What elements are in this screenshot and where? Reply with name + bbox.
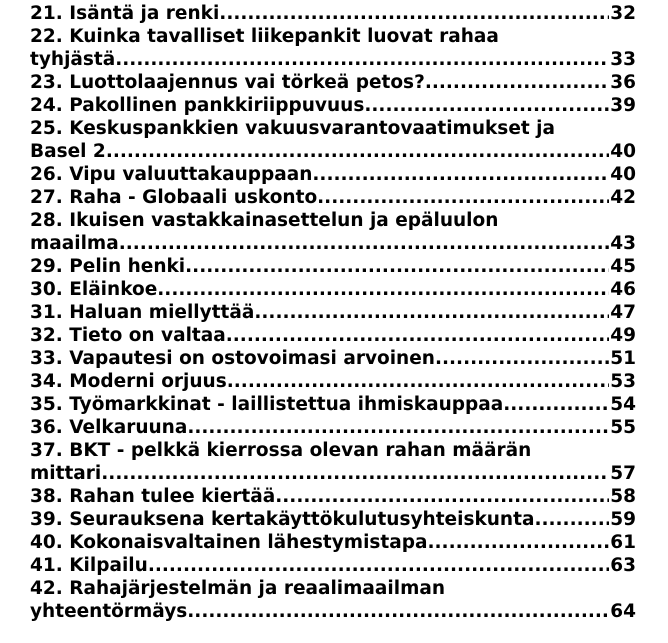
toc-dot-leader [115, 48, 609, 71]
toc-entry-last-line [30, 393, 636, 416]
toc-page-number: 36 [610, 72, 636, 93]
toc-dot-leader [148, 554, 609, 577]
toc-entry[interactable] [30, 278, 636, 301]
toc-dot-leader [187, 600, 609, 623]
toc-entry-last-line [30, 232, 636, 255]
toc-page-number: 40 [610, 141, 636, 162]
toc-entry-last-line [30, 163, 636, 186]
toc-entry-title: 26. Vipu valuuttakauppaan [30, 164, 313, 185]
toc-page-number: 39 [610, 95, 636, 116]
toc-entry-title: mittari [30, 463, 102, 484]
toc-entry-title: 30. Eläinkoe [30, 279, 158, 300]
toc-page-number: 63 [610, 555, 636, 576]
toc-dot-leader [275, 485, 609, 508]
toc-entry-last-line [30, 370, 636, 393]
toc-entry-title: 40. Kokonaisvaltainen lähestymistapa [30, 532, 428, 553]
toc-entry[interactable] [30, 324, 636, 347]
toc-entry-last-line [30, 48, 636, 71]
toc-entry-title: 35. Työmarkkinat - laillistettua ihmiskauppaa [30, 394, 504, 415]
toc-page-number: 57 [610, 463, 636, 484]
toc-entry-title: 23. Luottolaajennus vai törkeä petos? [30, 72, 425, 93]
toc-entry[interactable] [30, 71, 636, 94]
toc-entry-title: 33. Vapautesi on ostovoimasi arvoinen [30, 348, 435, 369]
toc-entry-line [30, 209, 636, 232]
toc-entry[interactable] [30, 485, 636, 508]
toc-dot-leader [534, 508, 609, 531]
toc-entry-last-line [30, 140, 636, 163]
toc-entry-title: 38. Rahan tulee kiertää [30, 486, 276, 507]
toc-entry-title: 27. Raha - Globaali uskonto [30, 187, 318, 208]
toc-entry[interactable] [30, 554, 636, 577]
toc-page-number: 58 [610, 486, 636, 507]
toc-page-number: 42 [610, 187, 636, 208]
toc-entry-title: 29. Pelin henki [30, 256, 186, 277]
toc-dot-leader [185, 255, 609, 278]
toc-dot-leader [317, 186, 609, 209]
toc-entry-last-line [30, 324, 636, 347]
toc-entry-title: 41. Kilpailu [30, 555, 148, 576]
toc-entry[interactable] [30, 186, 636, 209]
toc-entry-title: 34. Moderni orjuus [30, 371, 227, 392]
toc-entry[interactable] [30, 393, 636, 416]
toc-entry-last-line [30, 186, 636, 209]
toc-entry-title: yhteentörmäys [30, 601, 188, 622]
toc-dot-leader [364, 94, 609, 117]
toc-dot-leader [187, 416, 609, 439]
toc-entry-last-line [30, 2, 636, 25]
toc-entry[interactable] [30, 2, 636, 25]
toc-page-number: 46 [610, 279, 636, 300]
toc-entry[interactable] [30, 163, 636, 186]
toc-entry[interactable] [30, 301, 636, 324]
toc-entry-last-line [30, 416, 636, 439]
toc-entry[interactable] [30, 416, 636, 439]
toc-dot-leader [101, 462, 609, 485]
toc-entry-title: 28. Ikuisen vastakkainasettelun ja epäluulon [30, 210, 499, 231]
toc-dot-leader [425, 71, 609, 94]
toc-entry[interactable] [30, 255, 636, 278]
toc-entry-title: 31. Haluan miellyttää [30, 302, 255, 323]
toc-page-number: 51 [610, 348, 636, 369]
toc-entry[interactable] [30, 508, 636, 531]
toc-page-number: 64 [610, 601, 636, 622]
toc-entry-last-line [30, 347, 636, 370]
toc-entry-title: maailma [30, 233, 119, 254]
toc-entry-last-line [30, 485, 636, 508]
toc-entry-title: 37. BKT - pelkkä kierrossa olevan rahan määrän [30, 440, 532, 461]
toc-entry-line [30, 439, 636, 462]
toc-entry-line [30, 117, 636, 140]
toc-entry-last-line [30, 301, 636, 324]
toc-page-number: 33 [610, 49, 636, 70]
toc-dot-leader [226, 324, 610, 347]
toc-dot-leader [427, 531, 609, 554]
toc-entry-title: 24. Pakollinen pankkiriippuvuus [30, 95, 365, 116]
toc-entry-title: 32. Tieto on valtaa [30, 325, 226, 346]
toc-entry-last-line [30, 278, 636, 301]
toc-dot-leader [227, 370, 610, 393]
table-of-contents [30, 2, 636, 623]
toc-entry[interactable] [30, 117, 636, 163]
toc-dot-leader [219, 2, 609, 25]
toc-entry[interactable] [30, 25, 636, 71]
toc-entry-last-line [30, 462, 636, 485]
toc-dot-leader [503, 393, 609, 416]
toc-entry[interactable] [30, 439, 636, 485]
toc-entry-title: 42. Rahajärjestelmän ja reaalimaailman [30, 578, 445, 599]
toc-dot-leader [157, 278, 609, 301]
toc-page-number: 54 [610, 394, 636, 415]
toc-entry-title: 21. Isäntä ja renki [30, 3, 220, 24]
toc-entry-line [30, 25, 636, 48]
toc-dot-leader [119, 232, 610, 255]
toc-entry-title: 22. Kuinka tavalliset liikepankit luovat rahaa [30, 26, 499, 47]
toc-page-number: 32 [610, 3, 636, 24]
toc-entry-last-line [30, 554, 636, 577]
toc-dot-leader [254, 301, 609, 324]
toc-entry-last-line [30, 71, 636, 94]
toc-page-number: 55 [610, 417, 636, 438]
toc-entry[interactable] [30, 209, 636, 255]
toc-page-number: 45 [610, 256, 636, 277]
toc-dot-leader [435, 347, 609, 370]
toc-entry-title: 39. Seurauksena kertakäyttökulutusyhteiskunta [30, 509, 535, 530]
toc-entry[interactable] [30, 531, 636, 554]
toc-entry[interactable] [30, 577, 636, 623]
toc-entry-last-line [30, 508, 636, 531]
toc-page-number: 40 [610, 164, 636, 185]
toc-page-number: 49 [610, 325, 636, 346]
toc-entry[interactable] [30, 347, 636, 370]
toc-entry-title: Basel 2 [30, 141, 106, 162]
toc-entry-title: tyhjästä [30, 49, 116, 70]
toc-entry-title: 36. Velkaruuna [30, 417, 188, 438]
toc-entry-title: 25. Keskuspankkien vakuusvarantovaatimukset ja [30, 118, 555, 139]
toc-dot-leader [106, 140, 609, 163]
toc-page-number: 59 [610, 509, 636, 530]
toc-entry-last-line [30, 600, 636, 623]
toc-page-number: 43 [610, 233, 636, 254]
toc-page-number: 61 [610, 532, 636, 553]
toc-entry[interactable] [30, 94, 636, 117]
toc-entry[interactable] [30, 370, 636, 393]
toc-page-number: 53 [610, 371, 636, 392]
toc-entry-last-line [30, 531, 636, 554]
toc-entry-line [30, 577, 636, 600]
toc-dot-leader [312, 163, 609, 186]
toc-page-number: 47 [610, 302, 636, 323]
toc-entry-last-line [30, 94, 636, 117]
toc-entry-last-line [30, 255, 636, 278]
